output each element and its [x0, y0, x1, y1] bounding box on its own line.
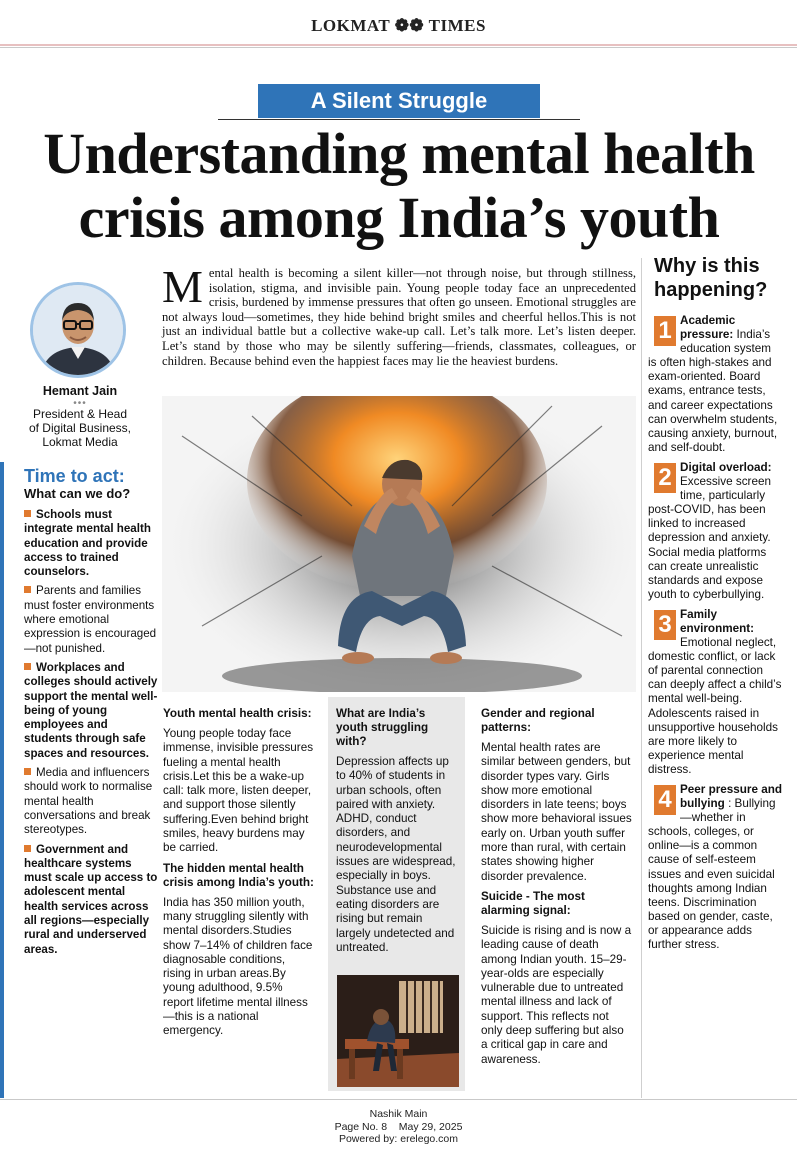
- reason-number: 1: [654, 316, 676, 346]
- reason-item: [648, 783, 782, 952]
- reason-title: Peer pressure and bullying: [680, 783, 782, 811]
- kicker-divider: [218, 119, 580, 120]
- reason-title: Digital overload:: [680, 460, 772, 474]
- time-to-act-sidebar: [0, 462, 158, 1098]
- footer-divider: [0, 1099, 797, 1100]
- reason-text: India’s education system is often high-stakes and exam-oriented. Board exams, entrance tests, and career expectations can overwhelm students, causing anxiety, burnout, and self-doubt.: [648, 328, 778, 454]
- action-item: Schools must integrate mental health education and provide access to trained counselors.: [24, 508, 151, 579]
- reason-number: 2: [654, 463, 676, 493]
- action-item: Parents and families must foster environments where emotional expression is encouraged—not punished.: [24, 584, 157, 655]
- intro-text: ental health is becoming a silent killer—not through noise, but through stillness, isolation, stigma, and invisible pain. Young people today face an unprecedented crisis, burdened by immense pressures that often go unseen. Emotional struggles are not always loud—sometimes, they hide behind bright smiles and cheerful hellos.This is not just an individual battle but a collective wake-up call. Let’s talk more. Let’s listen deeper. Let’s stand by those who may be silently suffering—friends, classmates, colleagues, or children. Because behind even the happiest faces may lie the heaviest burdens.: [162, 266, 636, 368]
- drop-cap: M: [162, 261, 203, 312]
- sidebar-subtitle: What can we do?: [24, 486, 131, 501]
- gender-regional-column: [481, 707, 633, 1073]
- column-divider: [641, 258, 642, 1098]
- column-paragraph: Mental health rates are similar between genders, but disorder types vary. Girls show more emotional disorders in late teens; boys show more behavioral issues early on. Urban youth suffer more than rural, with certain states showing higher disorder prevalence.: [481, 741, 632, 883]
- column-heading: Youth mental health crisis:: [163, 707, 312, 720]
- author-name: Hemant Jain: [42, 384, 118, 398]
- reason-number: 3: [654, 610, 676, 640]
- sidebar-title: Time to act:: [24, 466, 125, 486]
- bullet-square-icon: [24, 663, 31, 670]
- reason-text: Excessive screen time, particularly post-COVID, has been linked to increased depression and anxiety. Social media platforms can create unrealistic standards and expose youth to cyberbullying.: [648, 475, 771, 601]
- edition-label: Nashik Main: [369, 1108, 428, 1120]
- column-heading: What are India’s youth struggling with?: [336, 707, 429, 748]
- author-role-line: Lokmat Media: [42, 435, 118, 449]
- column-paragraph: India has 350 million youth, many struggling silently with mental disorders.Studies show 7–14% of children face diagnosable conditions, rising in urban areas.By young adulthood, 9.5% report lifetime mental illness—this is a national emergency.: [163, 895, 313, 1038]
- headline-line-1: Understanding mental health: [43, 121, 755, 186]
- author-role: [0, 407, 160, 449]
- section-kicker: A Silent Struggle: [258, 84, 540, 118]
- bullet-square-icon: [24, 510, 31, 517]
- action-item: Media and influencers should work to normalise mental health conversations and break stereotypes.: [24, 766, 153, 837]
- action-item: Government and healthcare systems must scale up access to adolescent mental health services across all regions—especially rural and underserved areas.: [24, 842, 158, 956]
- column-heading: Suicide - The most alarming signal:: [481, 889, 585, 917]
- reason-title: Family environment:: [680, 607, 755, 635]
- headline-line-2: crisis among India’s youth: [78, 185, 720, 250]
- author-separator: •••: [73, 398, 87, 409]
- publish-date: May 29, 2025: [398, 1120, 463, 1133]
- bullet-square-icon: [24, 768, 31, 775]
- youth-crisis-column: [163, 707, 314, 1045]
- author-role-line: President & Head: [32, 407, 128, 421]
- column-heading: Gender and regional patterns:: [481, 707, 595, 734]
- page-number: Page No. 8: [334, 1120, 388, 1133]
- publication-logo: LOKMAT ❁❁ TIMES: [311, 16, 486, 35]
- page-footer: [0, 1108, 797, 1146]
- article-headline: [18, 122, 780, 250]
- reason-item: [648, 314, 782, 455]
- reason-number: 4: [654, 785, 676, 815]
- article-intro: [162, 261, 636, 368]
- distressed-youth-illustration: [162, 396, 636, 692]
- reason-text: Emotional neglect, domestic conflict, or lack of parental connection can deeply affect a child’s mental well-being. Adolescents raised in unsupportive households are more likely to experience mental distress.: [648, 636, 782, 776]
- column-paragraph: Suicide is rising and is now a leading cause of death among Indian youth. 15–29-year-olds are especially vulnerable due to untreated mental illness and lack of support. This reflects not only deep suffering but also a critical gap in care and awareness.: [481, 923, 632, 1066]
- powered-by-link[interactable]: Powered by: erelego.com: [338, 1133, 459, 1145]
- action-item: Workplaces and colleges should actively support the mental well-being of young employees and students through safe spaces and resources.: [24, 660, 158, 760]
- masthead-divider: [0, 44, 797, 46]
- column-paragraph: Depression affects up to 40% of students in urban schools, often paired with anxiety. ADHD, conduct disorders, and neurodevelopmental issues are widespread, especially in boys. Substance use and eating disorders are rising but remain largely undetected and untreated.: [336, 755, 456, 954]
- reason-title: Academic pressure:: [680, 314, 736, 342]
- page-info: [0, 1121, 797, 1134]
- why-title: Why is this happening?: [654, 255, 768, 301]
- masthead: [0, 0, 797, 48]
- column-paragraph: Young people today face immense, invisible pressures fueling a mental health crisis.Let this be a wake-up call: talk more, listen deeper, and support those silently suffering.Even behind bright smiles, heavy burdens may be carried.: [163, 727, 314, 855]
- author-avatar: [30, 282, 126, 378]
- sad-student-photo: [337, 975, 459, 1087]
- column-heading: The hidden mental health crisis among India’s youth:: [163, 861, 314, 889]
- why-sidebar: [648, 254, 782, 958]
- reason-item: [648, 461, 782, 602]
- reason-item: [648, 608, 782, 777]
- bullet-square-icon: [24, 586, 31, 593]
- author-role-line: of Digital Business,: [28, 421, 132, 435]
- reason-text: : Bullying—whether in schools, colleges, or online—is a common cause of self-esteem issues and even suicidal thoughts among Indian teens. Discrimination based on gender, caste, or appearance adds further stress.: [648, 797, 776, 952]
- bullet-square-icon: [24, 845, 31, 852]
